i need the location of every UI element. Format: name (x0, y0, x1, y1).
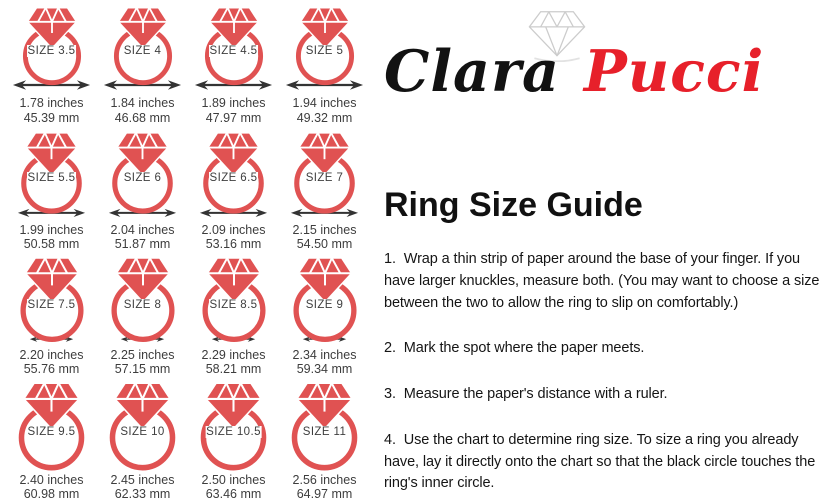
ring-size-cell (97, 2, 188, 127)
ring-icon (196, 255, 272, 343)
ring-icon (194, 380, 273, 472)
ring-diameter-mm: 62.33 mm (111, 487, 175, 502)
ring-size-label: SIZE 6 (123, 172, 163, 184)
ring-measurements (111, 473, 175, 502)
ring-diameter-inches: 2.45 inches (111, 473, 175, 488)
ring-diameter-inches: 2.40 inches (20, 473, 84, 488)
ring-measurements (202, 223, 266, 253)
ring-size-label: SIZE 8 (123, 299, 163, 311)
ring-size-cell (6, 252, 97, 377)
ring-size-cell (279, 2, 370, 127)
ring-size-cell (6, 127, 97, 252)
ring-icon (12, 380, 91, 472)
ring-measurements (20, 348, 84, 378)
ring-size-label: SIZE 10 (119, 426, 165, 438)
ring-icon (108, 5, 178, 86)
ring-measurements (202, 473, 266, 502)
ring-icon (105, 255, 181, 343)
ring-size-cell (279, 377, 370, 502)
ring-size-cell (188, 252, 279, 377)
brand-name-second: Pucci (584, 38, 764, 105)
ring-measurements (20, 473, 84, 502)
ring-size-label: SIZE 8.5 (209, 299, 259, 311)
ring-diameter-mm: 46.68 mm (111, 111, 175, 126)
ring-measurements (293, 348, 357, 378)
ring-diameter-mm: 49.32 mm (293, 111, 357, 126)
ring-size-label: SIZE 6.5 (209, 172, 259, 184)
ring-diameter-mm: 59.34 mm (293, 362, 357, 377)
ring-size-label: SIZE 9.5 (27, 426, 77, 438)
ring-measurements (111, 96, 175, 126)
ring-diameter-mm: 53.16 mm (202, 237, 266, 252)
ring-diameter-mm: 54.50 mm (293, 237, 357, 252)
ring-diameter-mm: 60.98 mm (20, 487, 84, 502)
brand-name-first: Clara (384, 38, 560, 105)
ring-diameter-mm: 47.97 mm (202, 111, 266, 126)
ring-diameter-mm: 51.87 mm (111, 237, 175, 252)
ring-diameter-inches: 2.29 inches (202, 348, 266, 363)
ring-size-cell (279, 127, 370, 252)
ring-diameter-mm: 50.58 mm (20, 237, 84, 252)
ring-diameter-inches: 2.15 inches (293, 223, 357, 238)
ring-icon (14, 255, 90, 343)
page-title: Ring Size Guide (384, 186, 831, 225)
ring-size-label: SIZE 7 (305, 172, 345, 184)
ring-diameter-mm: 57.15 mm (111, 362, 175, 377)
ring-diameter-mm: 63.46 mm (202, 487, 266, 502)
guide-panel (380, 0, 839, 501)
ring-size-label: SIZE 7.5 (27, 299, 77, 311)
ring-diameter-mm: 64.97 mm (293, 487, 357, 502)
ring-icon (199, 5, 269, 86)
ring-diameter-inches: 2.56 inches (293, 473, 357, 488)
ring-size-cell (188, 2, 279, 127)
ring-diameter-inches: 2.09 inches (202, 223, 266, 238)
instruction-step-3: 3. Measure the paper's distance with a ruler. (384, 384, 831, 406)
ring-size-label: SIZE 11 (302, 426, 348, 438)
ring-size-label: SIZE 4.5 (209, 45, 259, 57)
ring-size-label: SIZE 10.5 (205, 426, 262, 438)
ring-size-cell (97, 377, 188, 502)
ring-diameter-mm: 55.76 mm (20, 362, 84, 377)
ring-icon (288, 130, 361, 215)
ring-size-cell (97, 252, 188, 377)
ring-measurements (293, 96, 357, 126)
ring-size-label: SIZE 5.5 (27, 172, 77, 184)
instruction-step-2: 2. Mark the spot where the paper meets. (384, 338, 831, 360)
ring-diameter-inches: 2.20 inches (20, 348, 84, 363)
ring-icon (106, 130, 179, 215)
ring-size-label: SIZE 9 (305, 299, 345, 311)
ring-diameter-inches: 1.89 inches (202, 96, 266, 111)
ring-diameter-inches: 1.78 inches (20, 96, 84, 111)
ring-diameter-inches: 2.50 inches (202, 473, 266, 488)
ring-size-label: SIZE 5 (305, 45, 345, 57)
ring-size-label: SIZE 3.5 (27, 45, 77, 57)
ring-diameter-inches: 1.99 inches (20, 223, 84, 238)
ring-icon (285, 380, 364, 472)
ring-size-cell (279, 252, 370, 377)
ring-measurements (20, 96, 84, 126)
ring-diameter-inches: 1.94 inches (293, 96, 357, 111)
instruction-step-1: 1. Wrap a thin strip of paper around the base of your finger. If you have larger knuckles, measure both. (You may want to choose a size between the two to allow the ring to slip on comfortably.) (384, 249, 831, 314)
ring-diameter-inches: 2.04 inches (111, 223, 175, 238)
ring-size-cell (6, 377, 97, 502)
ring-diameter-inches: 1.84 inches (111, 96, 175, 111)
ring-diameter-inches: 2.34 inches (293, 348, 357, 363)
instruction-steps (384, 249, 831, 495)
ring-measurements (111, 223, 175, 253)
instruction-step-4: 4. Use the chart to determine ring size. To size a ring you already have, lay it directly onto the chart so that the black circle touches the ring's inner circle. (384, 430, 831, 495)
ring-measurements (111, 348, 175, 378)
ring-icon (197, 130, 270, 215)
brand-name (384, 43, 764, 100)
ring-diameter-mm: 58.21 mm (202, 362, 266, 377)
ring-size-cell (97, 127, 188, 252)
ring-icon (290, 5, 360, 86)
ring-size-cell (188, 377, 279, 502)
ring-size-cell (6, 2, 97, 127)
ring-icon (287, 255, 363, 343)
ring-measurements (202, 348, 266, 378)
ring-icon (15, 130, 88, 215)
ring-size-label: SIZE 4 (123, 45, 163, 57)
ring-diameter-inches: 2.25 inches (111, 348, 175, 363)
ring-size-chart (0, 0, 378, 501)
ring-measurements (293, 223, 357, 253)
ring-icon (17, 5, 87, 86)
ring-measurements (20, 223, 84, 253)
brand-logo (384, 6, 831, 102)
ring-icon (103, 380, 182, 472)
ring-measurements (293, 473, 357, 502)
ring-size-cell (188, 127, 279, 252)
ring-diameter-mm: 45.39 mm (20, 111, 84, 126)
ring-measurements (202, 96, 266, 126)
